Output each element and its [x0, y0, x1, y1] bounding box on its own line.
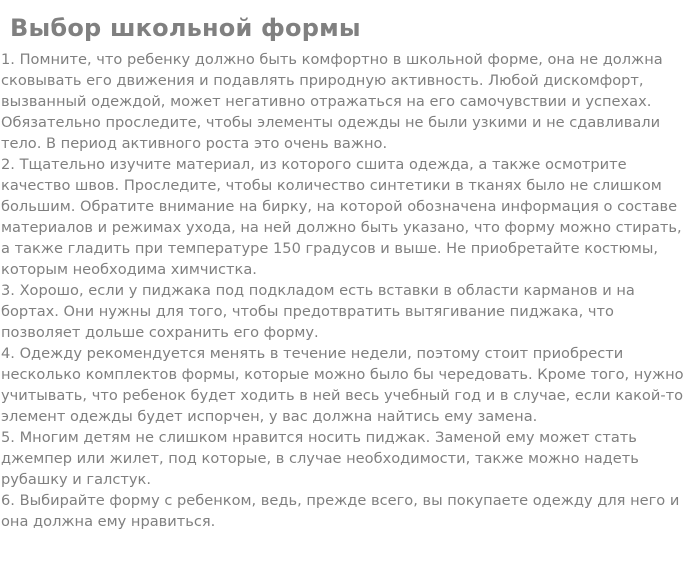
paragraph-5: 5. Многим детям не слишком нравится носить пиджак. Заменой ему может стать джемпер или жилет, под которые, в случае необходимости, также можно надеть рубашку и галстук.	[1, 429, 639, 488]
paragraph-4: 4. Одежду рекомендуется менять в течение недели, поэтому стоит приобрести несколько комплектов формы, которые можно было бы чередовать. Кроме того, нужно учитывать, что ребенок будет ходить в ней весь учебный год и в случае, если какой-то элемент одежды будет испорчен, у вас должна найтись ему замена.	[1, 345, 684, 425]
paragraph-3: 3. Хорошо, если у пиджака под подкладом есть вставки в области карманов и на бортах. Они нужны для того, чтобы предотвратить вытягивание пиджака, что позволяет дольше сохранить его форму.	[1, 282, 635, 341]
paragraph-1: 1. Помните, что ребенку должно быть комфортно в школьной форме, она не должна сковывать его движения и подавлять природную активность. Любой дискомфорт, вызванный одеждой, может негативно отражаться на его самочувствии и успехах. Обязательно проследите, чтобы элементы одежды не были узкими и не сдавливали тело. В период активного роста это очень важно.	[1, 51, 663, 152]
paragraph-6: 6. Выбирайте форму с ребенком, ведь, прежде всего, вы покупаете одежду для него и она должна ему нравиться.	[1, 492, 680, 530]
article-title: Выбор школьной формы	[10, 14, 361, 42]
paragraph-2: 2. Тщательно изучите материал, из которого сшита одежда, а также осмотрите качество швов. Проследите, чтобы количество синтетики в тканях было не слишком большим. Обратите внимание на бирку, на которой обозначена информация о составе материалов и режимах ухода, на ней должно быть указано, что форму можно стирать, а также гладить при температуре 150 градусов и выше. Не приобретайте костюмы, которым необходима химчистка.	[1, 156, 682, 278]
article-body	[0, 49, 691, 532]
